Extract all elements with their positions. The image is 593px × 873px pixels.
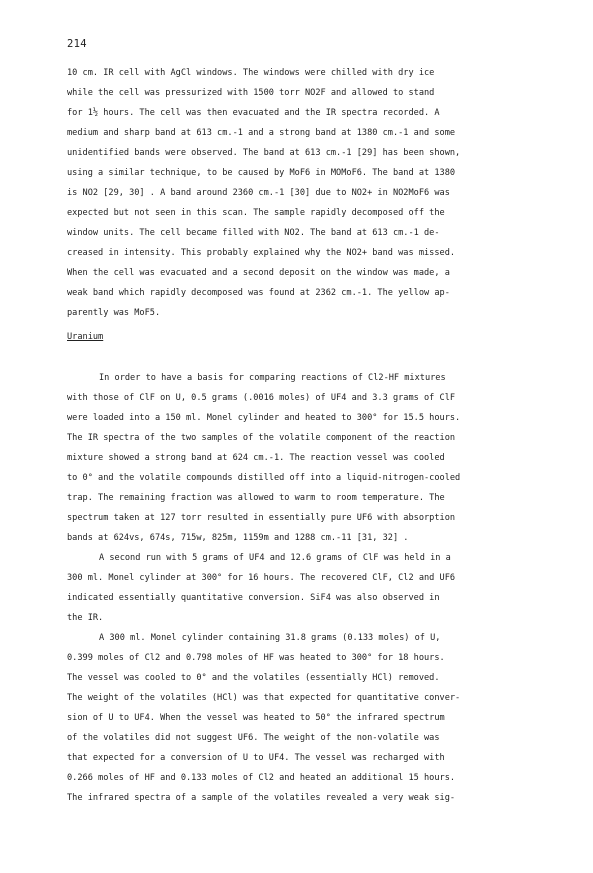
paragraph-3 (67, 548, 537, 628)
paragraph-2 (67, 368, 537, 548)
text-line: weak band which rapidly decomposed was found at 2362 cm.-1. The yellow ap- (67, 288, 450, 298)
text-line: unidentified bands were observed. The band at 613 cm.-1 [29] has been shown, (67, 148, 461, 158)
text-line: In order to have a basis for comparing reactions of Cl2-HF mixtures (99, 373, 446, 383)
text-line: expected but not seen in this scan. The sample rapidly decomposed off the (67, 208, 445, 218)
text-line: 10 cm. IR cell with AgCl windows. The windows were chilled with dry ice (67, 68, 435, 78)
text-line: The IR spectra of the two samples of the volatile component of the reaction (67, 433, 456, 443)
text-line: trap. The remaining fraction was allowed to warm to room temperature. The (67, 493, 445, 503)
text-line: The weight of the volatiles (HCl) was that expected for quantitative conver- (67, 693, 461, 703)
paragraph-1 (67, 63, 537, 323)
text-line: parently was MoF5. (67, 308, 161, 318)
text-line: The vessel was cooled to 0° and the volatiles (essentially HCl) removed. (67, 673, 440, 683)
text-line: to 0° and the volatile compounds distilled off into a liquid-nitrogen-cooled (67, 473, 461, 483)
text-line: bands at 624vs, 674s, 715w, 825m, 1159m and 1288 cm.-11 [31, 32] . (67, 533, 409, 543)
text-line: indicated essentially quantitative conversion. SiF4 was also observed in (67, 593, 440, 603)
text-line: of the volatiles did not suggest UF6. The weight of the non-volatile was (67, 733, 440, 743)
text-line: while the cell was pressurized with 1500 torr NO2F and allowed to stand (67, 88, 435, 98)
text-line: that expected for a conversion of U to UF4. The vessel was recharged with (67, 753, 445, 763)
text-line: creased in intensity. This probably explained why the NO2+ band was missed. (67, 248, 456, 258)
text-line: spectrum taken at 127 torr resulted in essentially pure UF6 with absorption (67, 513, 456, 523)
text-line: 300 ml. Monel cylinder at 300° for 16 hours. The recovered ClF, Cl2 and UF6 (67, 573, 456, 583)
page-number: 214 (67, 38, 87, 50)
text-line: for 1½ hours. The cell was then evacuated and the IR spectra recorded. A (67, 108, 440, 118)
text-line: 0.399 moles of Cl2 and 0.798 moles of HF was heated to 300° for 18 hours. (67, 653, 445, 663)
text-line: the IR. (67, 613, 104, 623)
text-line: The infrared spectra of a sample of the volatiles revealed a very weak sig- (67, 793, 456, 803)
text-line: medium and sharp band at 613 cm.-1 and a strong band at 1380 cm.-1 and some (67, 128, 456, 138)
text-line: A second run with 5 grams of UF4 and 12.6 grams of ClF was held in a (99, 553, 451, 563)
section-heading: Uranium (67, 332, 104, 342)
text-line: window units. The cell became filled with NO2. The band at 613 cm.-1 de- (67, 228, 440, 238)
text-line: were loaded into a 150 ml. Monel cylinder and heated to 300° for 15.5 hours. (67, 413, 461, 423)
text-line: with those of ClF on U, 0.5 grams (.0016 moles) of UF4 and 3.3 grams of ClF (67, 393, 456, 403)
paragraph-4 (67, 628, 537, 808)
text-line: A 300 ml. Monel cylinder containing 31.8 grams (0.133 moles) of U, (99, 633, 441, 643)
text-line: using a similar technique, to be caused by MoF6 in MOMoF6. The band at 1380 (67, 168, 456, 178)
text-line: sion of U to UF4. When the vessel was heated to 50° the infrared spectrum (67, 713, 445, 723)
text-line: When the cell was evacuated and a second deposit on the window was made, a (67, 268, 450, 278)
text-line: is NO2 [29, 30] . A band around 2360 cm.-1 [30] due to NO2+ in NO2MoF6 was (67, 188, 450, 198)
text-line: mixture showed a strong band at 624 cm.-1. The reaction vessel was cooled (67, 453, 445, 463)
text-line: 0.266 moles of HF and 0.133 moles of Cl2 and heated an additional 15 hours. (67, 773, 456, 783)
